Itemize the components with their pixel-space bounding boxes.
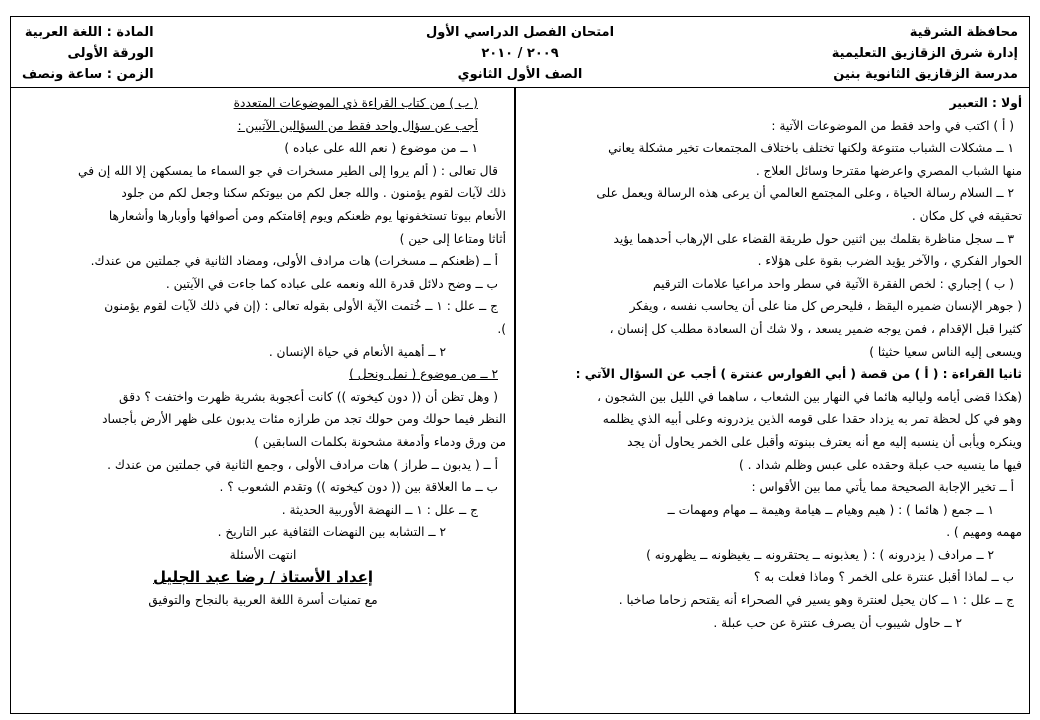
right-column-line: ( ب ) إجباري : لخص الفقرة الآتية في سطر واحد مراعيا علامات الترقيم [653, 276, 1014, 291]
right-column-line: تحقيقه في كل مكان . [911, 208, 1022, 223]
header-subject-info [22, 22, 154, 85]
right-column-line: ( أ ) اكتب في واحد فقط من الموضوعات الآتية : [771, 118, 1014, 133]
right-column-line: أولا : التعبير [949, 96, 1022, 110]
column-divider [514, 88, 516, 714]
academic-year: ٢٠٠٩ / ٢٠١٠ [481, 46, 559, 61]
left-column-line: ١ ــ من موضوع ( نعم الله على عباده ) [284, 141, 478, 156]
header-school-info [832, 22, 1018, 85]
right-column-line: وهو في كل لحظة تمر به يزداد حقدا على قومه الذين يزدرونه وعلى أبيه الذي يظلمه [602, 412, 1022, 427]
right-column-line: مهمه ومهيم ) . [946, 525, 1022, 540]
left-column-line: مع تمنيات أسرة اللغة العربية بالنجاح والتوفيق [148, 593, 378, 608]
right-column-line: كثيرا قبل الإقدام ، فمن يوجه ضمير يسعد ، ولا شك أن السعادة مطلب كل إنسان ، [609, 321, 1022, 336]
left-column-line: ( وهل تظن أن (( دون كيخوته )) كانت أعجوبة بشرية ظهرت واختفت ؟ دقق [119, 389, 498, 404]
right-column-line: ٢ ــ حاول شيبوب أن يصرف عنترة عن حب عبلة . [713, 615, 962, 630]
left-column [20, 92, 506, 612]
right-column-line: الحوار الفكري ، والآخر يؤيد الضرب بقوة على هؤلاء . [757, 254, 1022, 269]
left-column-line: ذلك لآيات لقوم يؤمنون . والله جعل لكم من بيوتكم سكنا وجعل لكم من جلود [121, 186, 506, 201]
left-column-line: قال تعالى : ( ألم يروا إلى الطير مسخرات في جو السماء ما يمسكهن إلا الله إن في [78, 163, 498, 178]
left-column-line: الأنعام بيوتا تستخفونها يوم ظعنكم ويوم إقامتكم ومن أصوافها وأوبارها وأشعارها [108, 208, 506, 223]
right-column-line: ب ــ لماذا أقبل عنترة على الخمر ؟ وماذا فعلت به ؟ [753, 570, 1014, 585]
exam-header [10, 16, 1030, 88]
right-column-line: ٣ ــ سجل مناظرة بقلمك بين اثنين حول طريقة القضاء على الإرهاب أحدهما يؤيد [613, 231, 1014, 246]
right-column-line: وينكره ويأبى أن ينسبه إليه مع أنه يعترف ببنوته وأقبل على الخمر يحاول أن يجد [627, 434, 1022, 449]
left-column-line: ). [497, 321, 506, 336]
right-column-line: ( جوهر الإنسان ضميره اليقظ ، فليحرص كل منا على أن يحاسب نفسه ، ويفكر [629, 299, 1022, 314]
right-column-line: ١ ــ مشكلات الشباب متنوعة ولكنها تختلف باختلاف المجتمعات تخير مشكلة يعاني [608, 141, 1014, 156]
left-column-line: إعداد الأستاذ / رضا عبد الجليل [152, 568, 373, 587]
paper-number: الورقة الأولى [67, 46, 154, 61]
left-column-line: أجب عن سؤال واحد فقط من السؤالين الآتيين : [237, 118, 478, 133]
left-column-line: ج ــ علل : ١ ــ النهضة الأوربية الحديثة . [281, 502, 478, 517]
left-column-line: أثاثا ومتاعا إلى حين ) [399, 231, 506, 246]
right-column-line: ٢ ــ السلام رسالة الحياة ، وعلى المجتمع العالمي أن يرعى هذه الرسالة ويعمل على [596, 186, 1014, 201]
right-column-line: ويسعى إليه الناس سعيا حثيثا ) [869, 344, 1022, 359]
left-column-line: ( ب ) من كتاب القراءة ذي الموضوعات المتعددة [233, 96, 478, 110]
school-name: مدرسة الزقازيق الثانوية بنين [833, 67, 1018, 82]
right-column-line: ٢ ــ مرادف ( يزدرونه ) : ( يعذبونه ــ يحتقرونه ــ يغيظونه ــ يظهرونه ) [646, 547, 994, 562]
right-column [522, 92, 1022, 634]
left-column-line: ٢ ــ من موضوع ( نمل ونحل ) [349, 367, 498, 382]
grade-level: الصف الأول الثانوي [457, 67, 583, 82]
education-administration: إدارة شرق الزقازيق التعليمية [831, 46, 1018, 61]
exam-title: امتحان الفصل الدراسي الأول [425, 25, 615, 40]
left-column-line: النظر فيما حولك ومن حولك تجد من طرازه مئات يدبون على ظهر الأرض بأجساد [102, 412, 506, 427]
right-column-line: ١ ــ جمع ( هائما ) : ( هيم وهيام ــ هيامة وهيمة ــ مهام ومهمات ــ [667, 502, 994, 517]
left-column-line: ب ــ ما العلاقة بين (( دون كيخوته )) وتقدم الشعوب ؟ . [219, 480, 498, 495]
left-column-line: أ ــ ( يدبون ــ طراز ) هات مرادف الأولى ، وجمع الثانية في جملتين من عندك . [107, 457, 498, 472]
right-column-line: (هكذا قضى أيامه ولياليه هائما في النهار بين الشعاب ، ساهما في الليل بين الشجون ، [597, 389, 1022, 404]
left-column-line: أ ــ (ظعنكم ــ مسخرات) هات مرادف الأولى، ومضاد الثانية في جملتين من عندك. [90, 254, 498, 269]
left-column-line: ج ــ علل : ١ ــ خُتمت الآية الأولى بقوله تعالى : (إن في ذلك لآيات لقوم يؤمنون [104, 299, 498, 314]
left-column-line: ٢ ــ التشابه بين النهضات الثقافية عبر التاريخ . [217, 525, 446, 540]
left-column-line: من ورق ودماء وأدمغة مشحونة بكلمات السابقين ) [254, 434, 506, 449]
left-column-line: ب ــ وضح دلائل قدرة الله ونعمه على عباده كما جاءت في الآيتين . [165, 276, 498, 291]
subject: المادة : اللغة العربية [24, 25, 154, 40]
right-column-line: ثانيا القراءة : ( أ ) من قصة ( أبي الفوارس عنترة ) أجب عن السؤال الآتي : [575, 367, 1022, 382]
governorate: محافظة الشرقية [909, 25, 1018, 40]
header-exam-info [426, 22, 614, 85]
right-column-line: أ ــ تخير الإجابة الصحيحة مما يأتي مما بين الأقواس : [751, 480, 1014, 495]
right-column-line: ج ــ علل : ١ ــ كان يحيل لعنترة وهو يسير في الصحراء أنه يقتحم زحاما صاخبا . [618, 593, 1014, 608]
left-column-line: انتهت الأسئلة [229, 547, 297, 562]
left-column-line: ٢ ــ أهمية الأنعام في حياة الإنسان . [268, 344, 446, 359]
right-column-line: فيها ما ينسيه حب عبلة وحقده على عبس وظلم شداد . ) [739, 457, 1022, 472]
right-column-line: منها الشباب المصري واعرضها مقترحا وسائل العلاج . [755, 163, 1022, 178]
exam-duration: الزمن : ساعة ونصف [22, 67, 154, 82]
